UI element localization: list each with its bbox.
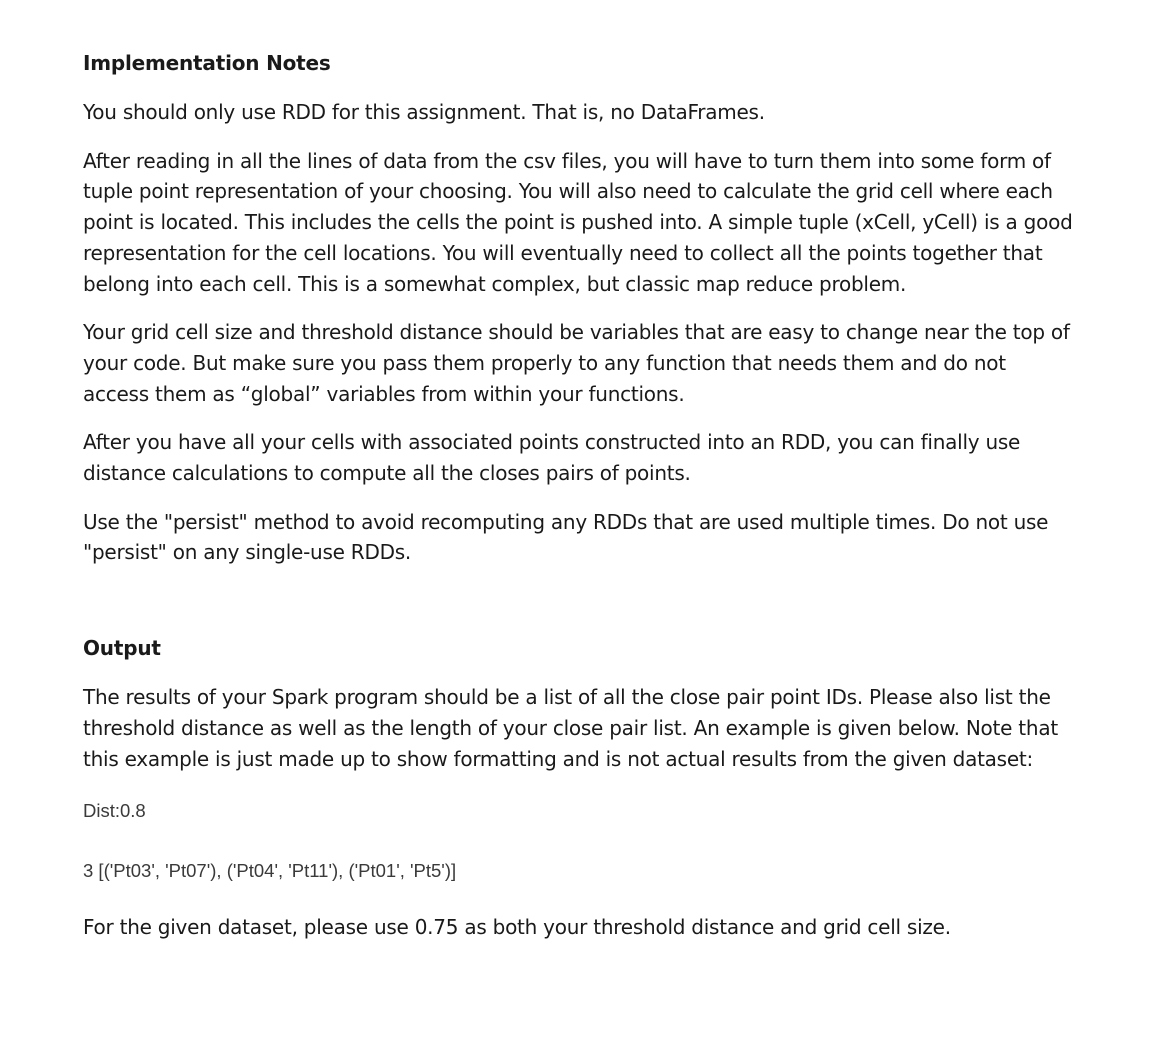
- paragraph-distance-calculations: After you have all your cells with associated points constructed into an RDD, you can finally use distance calculations to compute all the closes pairs of points.: [83, 430, 1021, 486]
- section-heading-implementation-notes: Implementation Notes: [83, 51, 331, 75]
- paragraph-grid-variables: Your grid cell size and threshold distance should be variables that are easy to change near the top of your code. But make sure you pass them properly to any function that needs them and do not access them as “global” variables from within your functions.: [83, 320, 1070, 406]
- document-page: [83, 48, 1073, 943]
- paragraph-persist: Use the "persist" method to avoid recomputing any RDDs that are used multiple times. Do not use "persist" on any single-use RDDs.: [83, 509, 1049, 565]
- paragraph-rdd-only: You should only use RDD for this assignment. That is, no DataFrames.: [83, 100, 765, 124]
- paragraph-dataset-instructions: For the given dataset, please use 0.75 as both your threshold distance and grid cell size.: [83, 915, 951, 940]
- example-pairs-line: 3 [('Pt03', 'Pt07'), ('Pt04', 'Pt11'), ('Pt01', 'Pt5')]: [83, 860, 457, 882]
- paragraph-tuple-representation: After reading in all the lines of data from the csv files, you will have to turn them into some form of tuple point representation of your choosing. You will also need to calculate the grid cell where each point is located. This includes the cells the point is pushed into. A simple tuple (xCell, yCell) is a good representation for the cell locations. You will eventually need to collect all the points together that belong into each cell. This is a somewhat complex, but classic map reduce problem.: [83, 148, 1073, 296]
- paragraph-output-intro: The results of your Spark program should be a list of all the close pair point IDs. Please also list the threshold distance as well as the length of your close pair list. An example is given below. Note that this example is just made up to show formatting and is not actual results from the given dataset:: [83, 685, 1058, 771]
- section-heading-output: Output: [83, 636, 161, 661]
- example-dist-line: Dist:0.8: [83, 800, 146, 822]
